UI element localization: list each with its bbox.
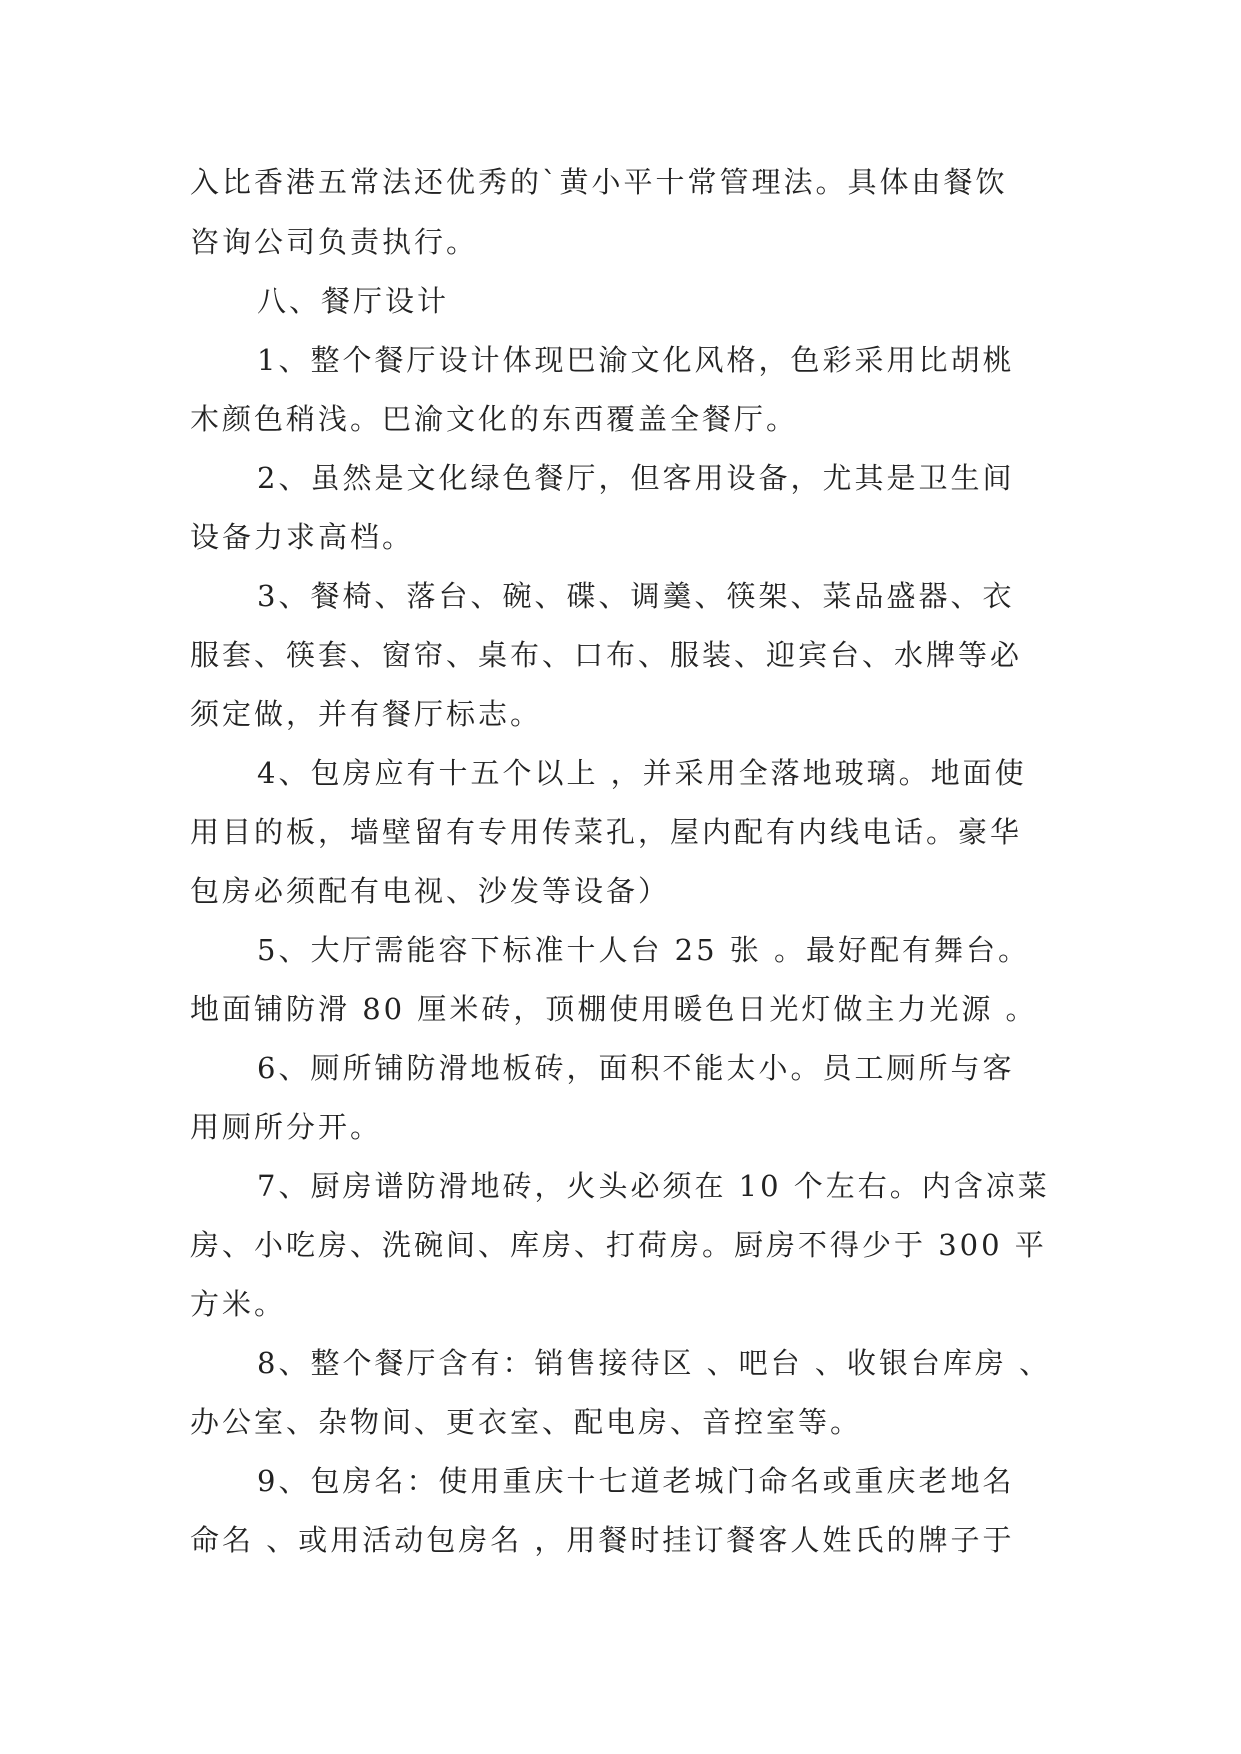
text-line: 用目的板，墙壁留有专用传菜孔，屋内配有内线电话。豪华	[190, 815, 1023, 849]
text-line: 1、整个餐厅设计体现巴渝文化风格，色彩采用比胡桃	[257, 343, 1015, 377]
text-line: 7、厨房谱防滑地砖，火头必须在 10 个左右。内含凉菜	[257, 1169, 1050, 1203]
text-line: 房、小吃房、洗碗间、库房、打荷房。厨房不得少于 300 平	[190, 1228, 1047, 1262]
text-line: 入比香港五常法还优秀的`黄小平十常管理法。具体由餐饮	[190, 165, 1008, 199]
text-line: 2、虽然是文化绿色餐厅，但客用设备，尤其是卫生间	[257, 461, 1015, 495]
text-line: 地面铺防滑 80 厘米砖，顶棚使用暖色日光灯做主力光源 。	[190, 992, 1038, 1026]
text-line: 4、包房应有十五个以上 ，并采用全落地玻璃。地面使	[257, 756, 1027, 790]
text-line: 8、整个餐厅含有：销售接待区 、吧台 、收银台库房 、	[257, 1346, 1052, 1380]
text-line: 6、厕所铺防滑地板砖，面积不能太小。员工厕所与客	[257, 1051, 1015, 1085]
text-line: 办公室、杂物间、更衣室、配电房、音控室等。	[190, 1405, 863, 1439]
text-line: 9、包房名：使用重庆十七道老城门命名或重庆老地名	[257, 1464, 1015, 1498]
text-line: 包房必须配有电视、沙发等设备）	[190, 874, 671, 908]
text-line: 木颜色稍浅。巴渝文化的东西覆盖全餐厅。	[190, 402, 799, 436]
text-line: 命名 、或用活动包房名 ，用餐时挂订餐客人姓氏的牌子于	[190, 1523, 1015, 1557]
section-heading: 八、餐厅设计	[257, 284, 450, 318]
text-line: 须定做，并有餐厅标志。	[190, 697, 543, 731]
text-line: 服套、筷套、窗帘、桌布、口布、服装、迎宾台、水牌等必	[190, 638, 1023, 672]
text-line: 方米。	[190, 1287, 287, 1321]
text-line: 3、餐椅、落台、碗、碟、调羹、筷架、菜品盛器、衣	[257, 579, 1015, 613]
text-line: 5、大厅需能容下标准十人台 25 张 。最好配有舞台。	[257, 933, 1031, 967]
text-line: 设备力求高档。	[190, 520, 415, 554]
text-line: 用厕所分开。	[190, 1110, 383, 1144]
text-line: 咨询公司负责执行。	[190, 225, 479, 259]
